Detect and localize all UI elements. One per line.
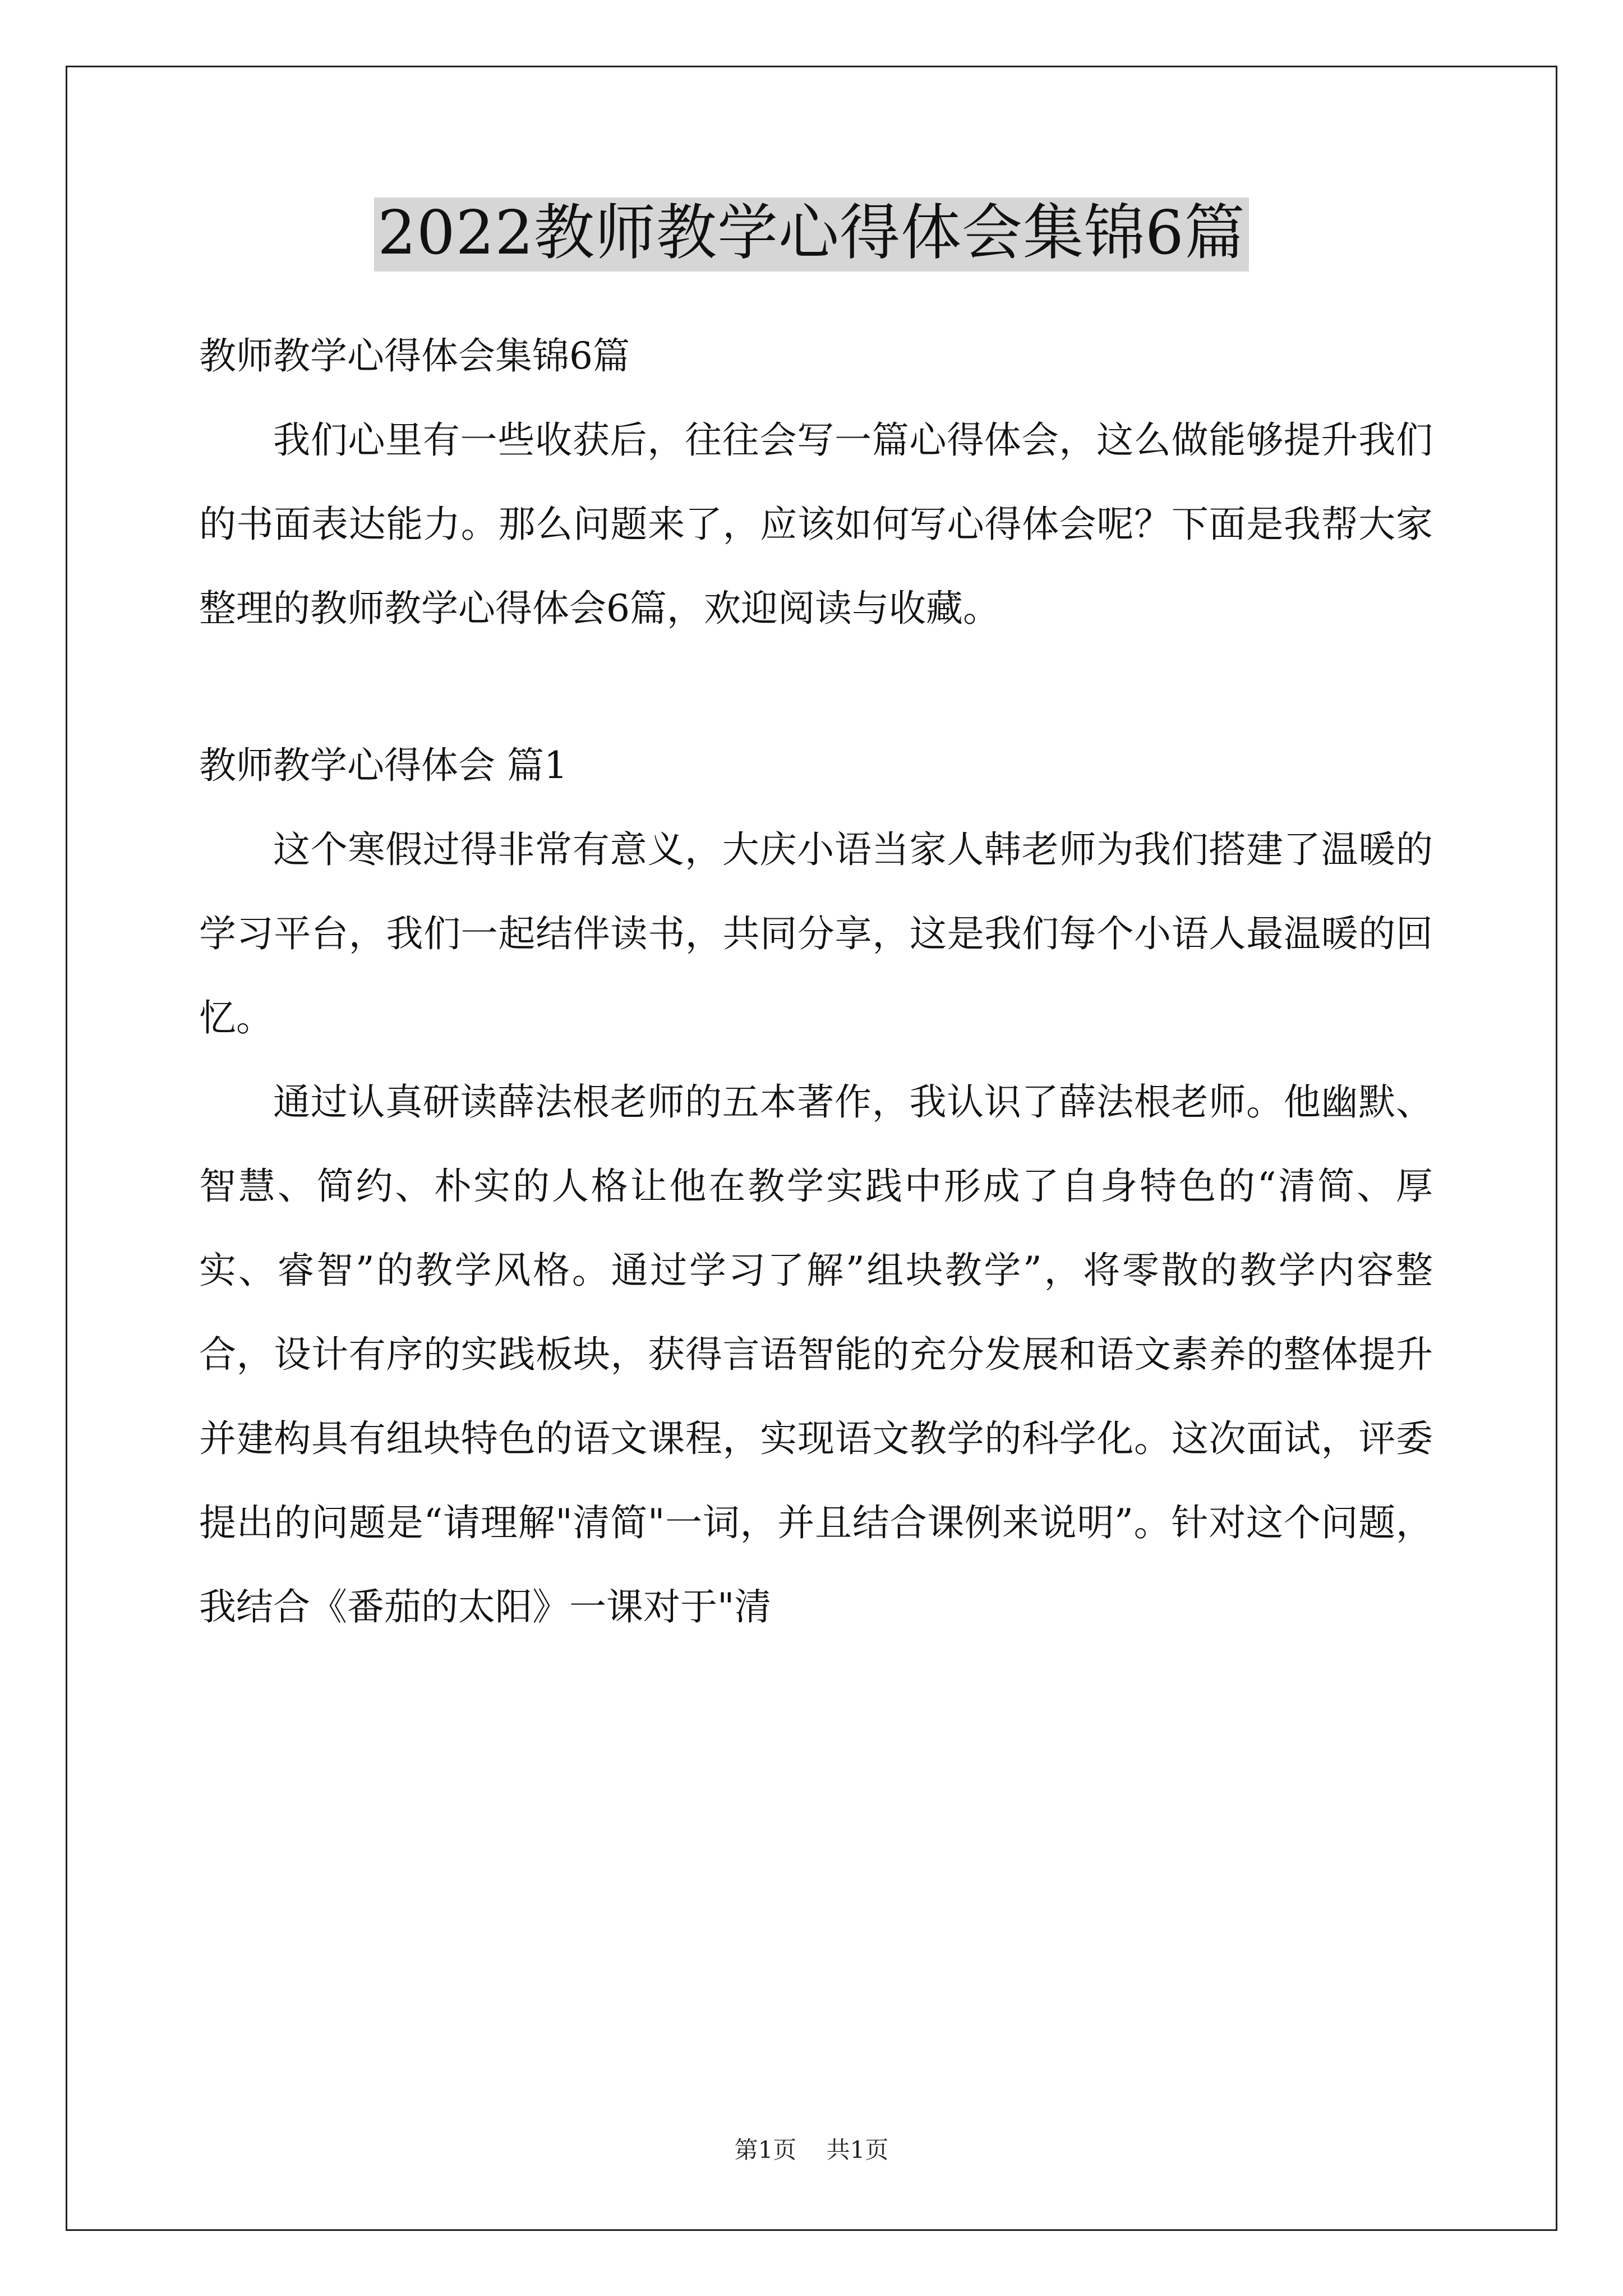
section1-paragraph-2: 通过认真研读薛法根老师的五本著作，我认识了薛法根老师。他幽默、智慧、简约、朴实的人格让他在教学实践中形成了自身特色的“清简、厚实、睿智”的教学风格。通过学习了解”组块教学”，将零散的教学内容整合，设计有序的实践板块，获得言语智能的充分发展和语文素养的整体提升并建构具有组块特色的语文课程，实现语文教学的科学化。这次面试，评委提出的问题是“请理解"清简"一词，并且结合课例来说明”。针对这个问题，我结合《番茄的太阳》一课对于"清 <box>199 1080 1433 1628</box>
document-title <box>0 197 1623 272</box>
document-body <box>199 314 1433 1649</box>
section1-paragraph-1: 这个寒假过得非常有意义，大庆小语当家人韩老师为我们搭建了温暖的学习平台，我们一起结伴读书，共同分享，这是我们每个小语人最温暖的回忆。 <box>199 828 1433 1039</box>
page-total: 共1页 <box>826 2136 889 2164</box>
intro-paragraph: 我们心里有一些收获后，往往会写一篇心得体会，这么做能够提升我们的书面表达能力。那么问题来了，应该如何写心得体会呢？下面是我帮大家整理的教师教学心得体会6篇，欢迎阅读与收藏。 <box>199 418 1433 630</box>
document-title-text: 2022教师教学心得体会集锦6篇 <box>374 197 1249 272</box>
document-subtitle: 教师教学心得体会集锦6篇 <box>199 334 630 378</box>
page-number: 第1页 <box>734 2136 797 2164</box>
section-heading-1: 教师教学心得体会 篇1 <box>199 744 568 787</box>
page-footer <box>0 2132 1623 2165</box>
